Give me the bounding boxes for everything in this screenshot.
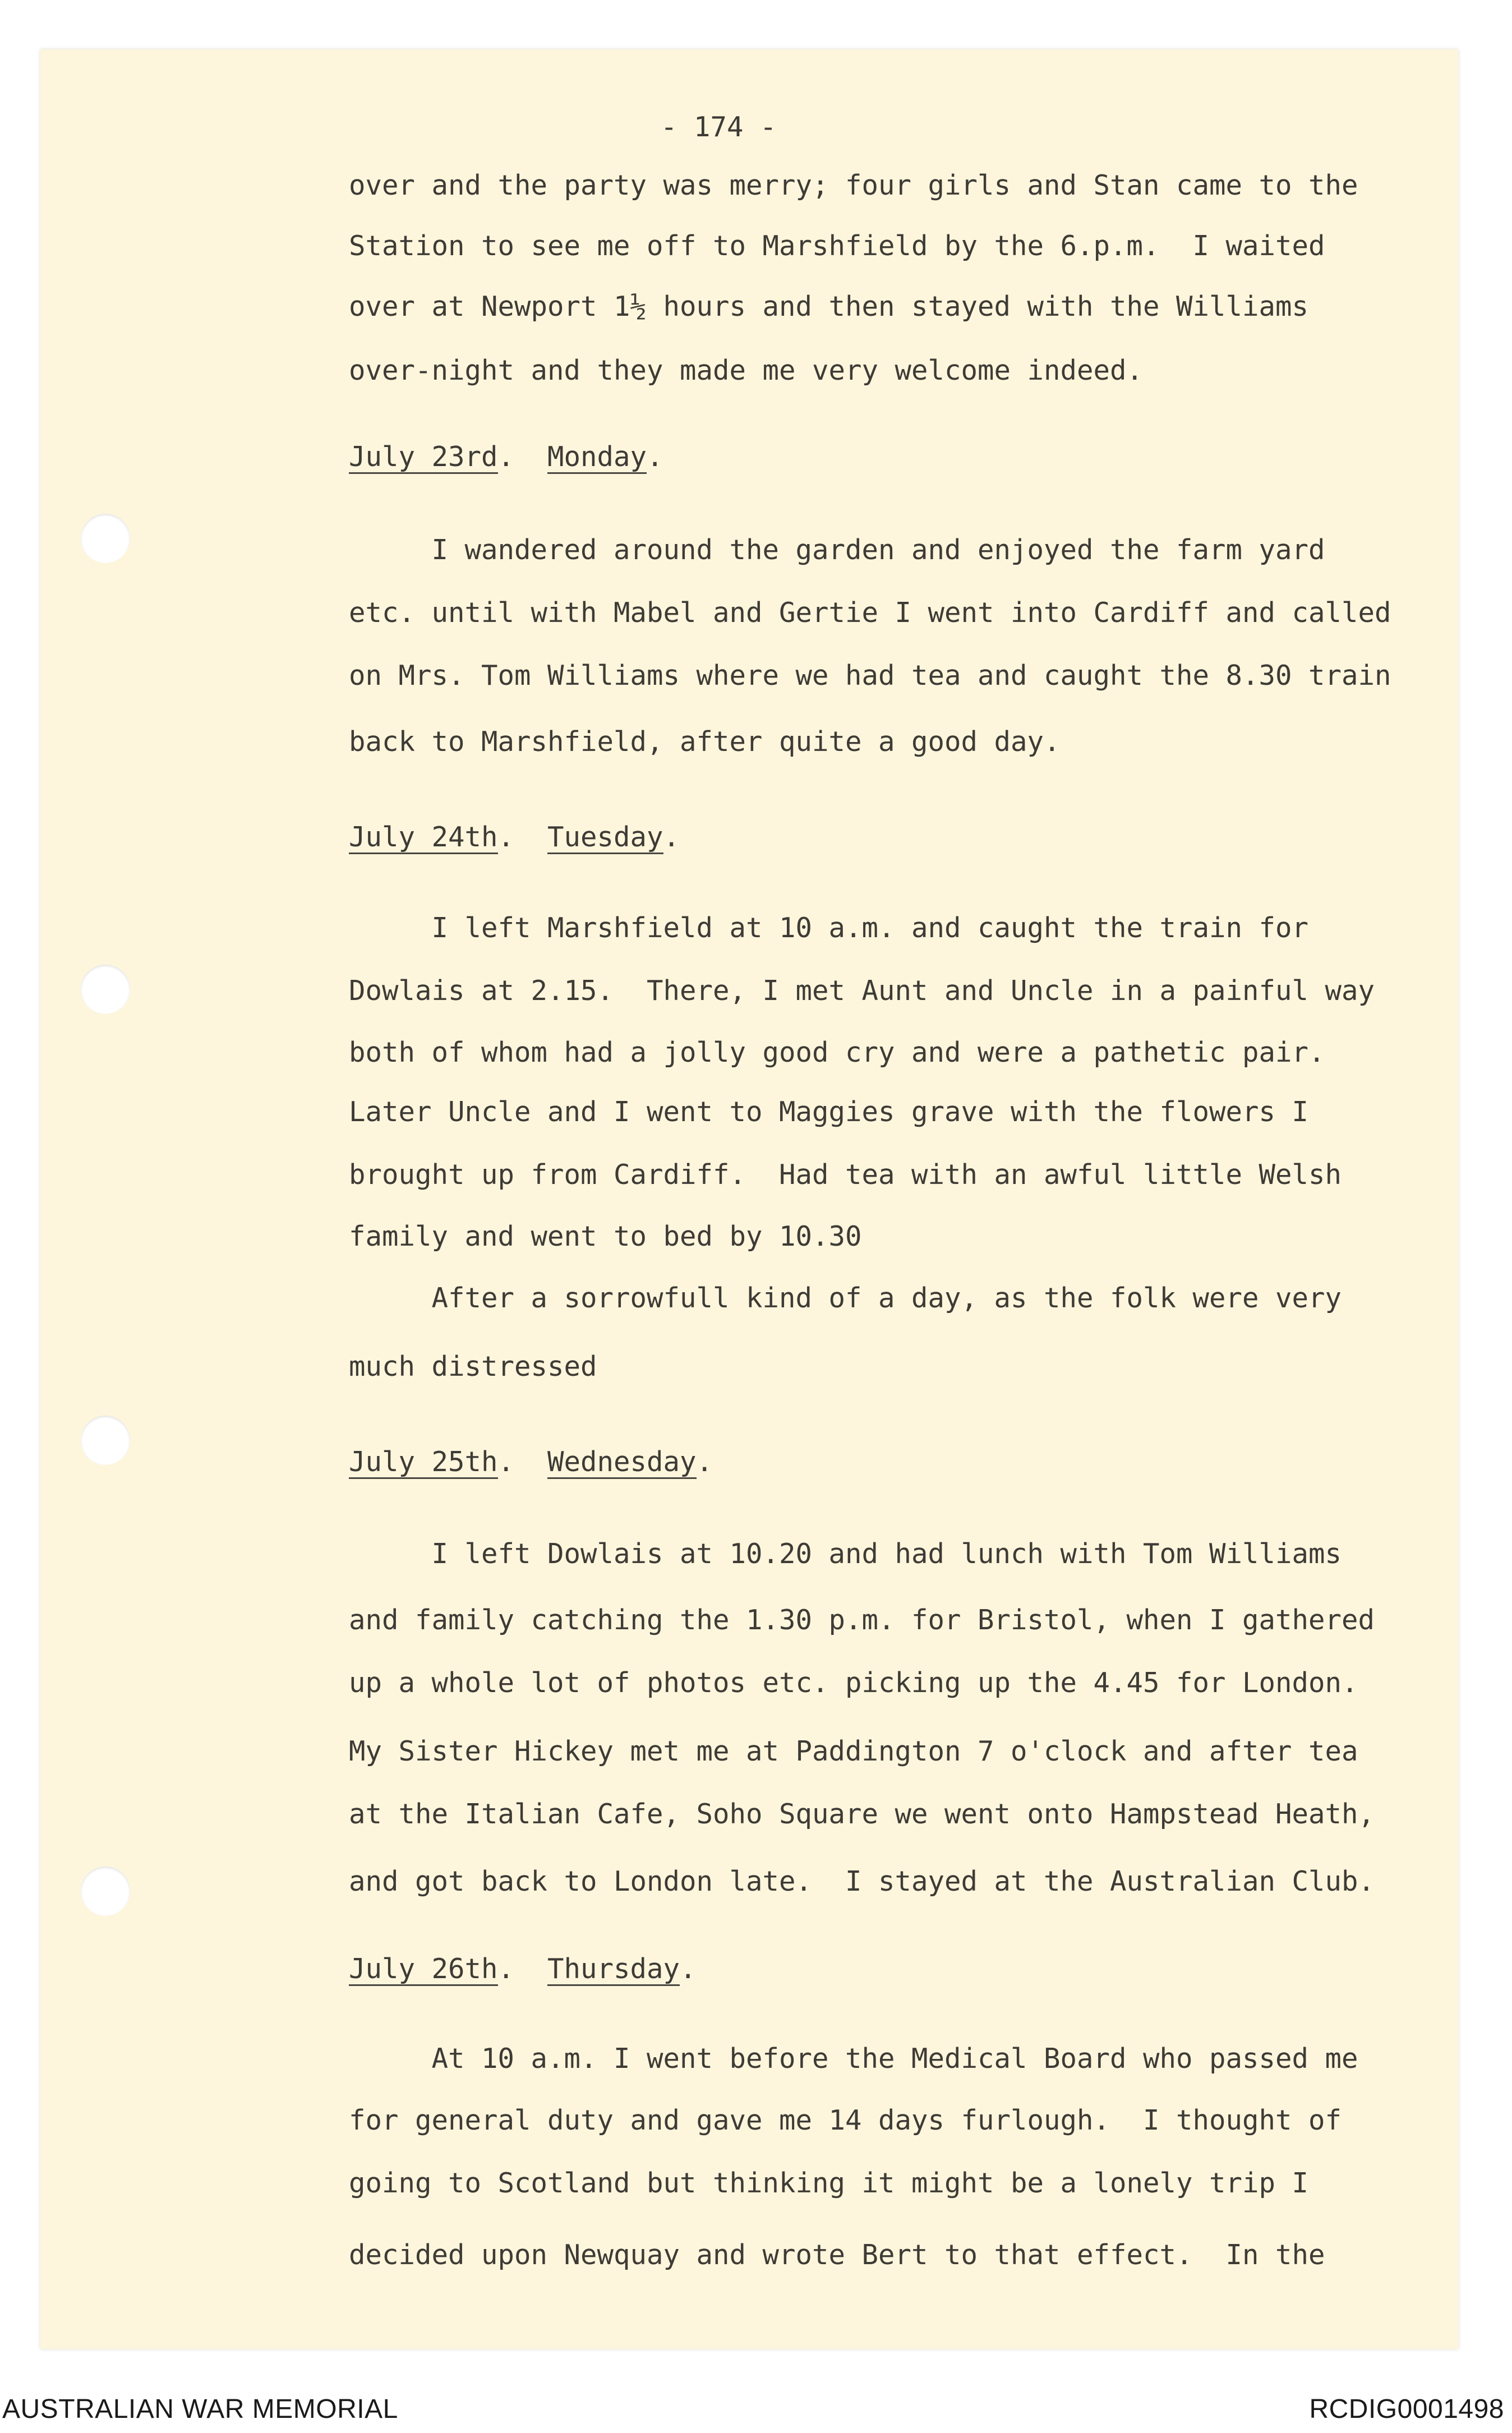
text-line: both of whom had a jolly good cry and were a pathetic pair. bbox=[349, 1036, 1325, 1068]
text-line: decided upon Newquay and wrote Bert to that effect. In the bbox=[349, 2239, 1325, 2271]
punch-hole bbox=[81, 965, 130, 1014]
text-line: much distressed bbox=[349, 1351, 597, 1383]
entry-date: July 25th bbox=[349, 1446, 498, 1478]
diary-entry-heading: July 23rd. Monday. bbox=[349, 441, 663, 473]
entry-date: July 23rd bbox=[349, 441, 498, 473]
text-line: back to Marshfield, after quite a good day. bbox=[349, 726, 1061, 758]
text-line: over at Newport 1½ hours and then stayed with the Williams bbox=[349, 291, 1309, 322]
entry-day: Monday bbox=[547, 441, 647, 473]
text-line: I wandered around the garden and enjoyed the farm yard bbox=[349, 534, 1325, 566]
text-line: Later Uncle and I went to Maggies grave with the flowers I bbox=[349, 1096, 1309, 1128]
text-line: etc. until with Mabel and Gertie I went into Cardiff and called bbox=[349, 597, 1391, 629]
text-line: over and the party was merry; four girls and Stan came to the bbox=[349, 169, 1358, 201]
text-line: for general duty and gave me 14 days furlough. I thought of bbox=[349, 2104, 1342, 2136]
text-line: I left Marshfield at 10 a.m. and caught the train for bbox=[349, 912, 1309, 944]
punch-hole bbox=[81, 514, 130, 563]
punch-hole bbox=[81, 1867, 130, 1916]
entry-date: July 24th bbox=[349, 821, 498, 853]
entry-day: Wednesday bbox=[547, 1446, 697, 1478]
document-id: RCDIG0001498 bbox=[1309, 2394, 1504, 2424]
text-line: Station to see me off to Marshfield by the 6.p.m. I waited bbox=[349, 230, 1325, 262]
page-number: - 174 - bbox=[661, 111, 777, 143]
text-line: and got back to London late. I stayed at the Australian Club. bbox=[349, 1865, 1375, 1897]
diary-entry-heading: July 26th. Thursday. bbox=[349, 1953, 697, 1985]
text-line: family and went to bed by 10.30 bbox=[349, 1220, 862, 1252]
text-line: over-night and they made me very welcome indeed. bbox=[349, 354, 1144, 386]
text-line: My Sister Hickey met me at Paddington 7 o'clock and after tea bbox=[349, 1735, 1358, 1767]
text-line: Dowlais at 2.15. There, I met Aunt and Uncle in a painful way bbox=[349, 975, 1375, 1007]
text-line: at the Italian Cafe, Soho Square we went onto Hampstead Heath, bbox=[349, 1798, 1375, 1830]
diary-entry-heading: July 24th. Tuesday. bbox=[349, 821, 680, 853]
text-line: going to Scotland but thinking it might be a lonely trip I bbox=[349, 2167, 1309, 2199]
entry-date: July 26th bbox=[349, 1953, 498, 1985]
text-line: up a whole lot of photos etc. picking up the 4.45 for London. bbox=[349, 1667, 1358, 1699]
entry-day: Thursday bbox=[547, 1953, 680, 1985]
text-line: and family catching the 1.30 p.m. for Bristol, when I gathered bbox=[349, 1604, 1375, 1636]
punch-hole bbox=[81, 1416, 130, 1465]
archive-credit: AUSTRALIAN WAR MEMORIAL bbox=[2, 2394, 398, 2424]
text-line: on Mrs. Tom Williams where we had tea and caught the 8.30 train bbox=[349, 660, 1391, 692]
text-line: I left Dowlais at 10.20 and had lunch with Tom Williams bbox=[349, 1538, 1342, 1570]
entry-day: Tuesday bbox=[547, 821, 663, 853]
text-line: At 10 a.m. I went before the Medical Board who passed me bbox=[349, 2043, 1358, 2075]
typed-page bbox=[40, 49, 1458, 2349]
text-line: After a sorrowfull kind of a day, as the folk were very bbox=[349, 1282, 1342, 1314]
diary-entry-heading: July 25th. Wednesday. bbox=[349, 1446, 713, 1478]
text-line: brought up from Cardiff. Had tea with an awful little Welsh bbox=[349, 1159, 1342, 1191]
